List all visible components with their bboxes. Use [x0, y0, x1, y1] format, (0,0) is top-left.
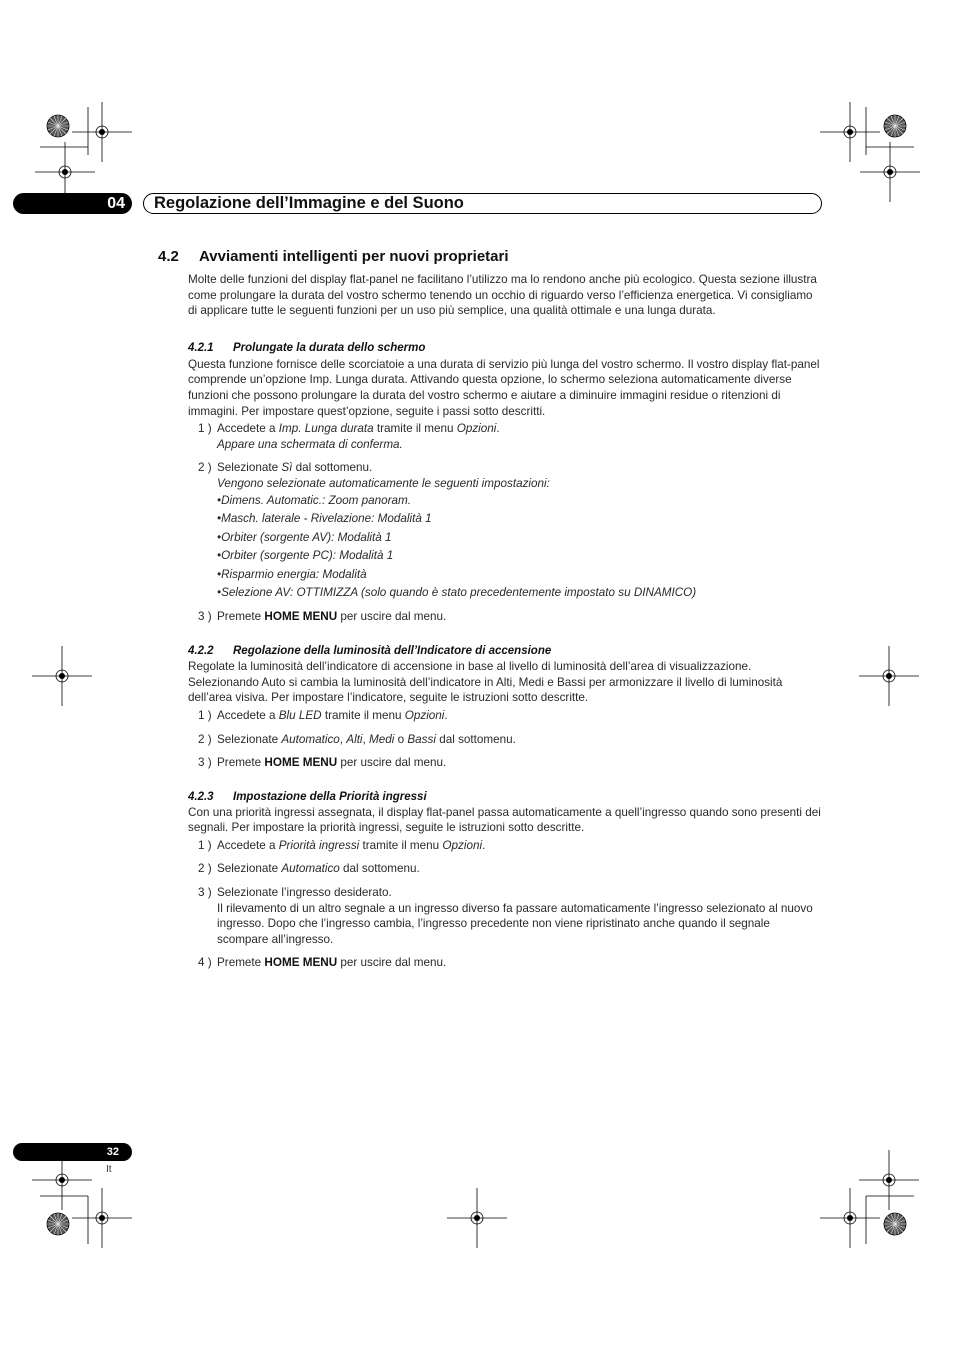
- step-number: 3 ): [198, 756, 212, 770]
- step-text: ,: [339, 732, 347, 746]
- subsection-intro: Questa funzione fornisce delle scorciatoie a una durata di servizio più lunga del vostro schermo. Il vostro display flat-panel comprende un’opzione Imp. Lunga durata. Attivando questa opzione, lo schermo seleziona automaticamente diverse funzioni che possono prolungare la durata del vostro schermo e aiutare a diminuire immagini residue o ritenzioni di immagini. Per impostare quest’opzione, seguite i passi sotto descritti.: [188, 357, 820, 418]
- step-text: Selezionate: [217, 862, 282, 876]
- step-number: 3 ): [198, 886, 212, 900]
- key-name: HOME MENU: [264, 956, 338, 970]
- step-text: dal sottomenu.: [435, 732, 516, 746]
- menu-name: Opzioni: [404, 708, 445, 722]
- step-number: 4 ): [198, 956, 212, 970]
- key-name: HOME MENU: [264, 609, 338, 623]
- section-heading: [158, 248, 509, 265]
- step-number: 1 ): [198, 838, 212, 852]
- chapter-title: Regolazione dell’Immagine e del Suono: [143, 193, 822, 214]
- subsection-number: 4.2.1: [188, 341, 214, 354]
- step-number: 1 ): [198, 708, 212, 722]
- step-item: [188, 861, 824, 877]
- step-note: Vengono selezionate automaticamente le seguenti impostazioni:: [217, 476, 550, 490]
- step-text: .: [444, 708, 448, 722]
- list-item: •Orbiter (sorgente PC): Modalità 1: [217, 549, 394, 563]
- step-text: ,: [362, 732, 370, 746]
- menu-option: Alti: [346, 732, 363, 746]
- section-title: Avviamenti intelligenti per nuovi proprietari: [199, 248, 509, 265]
- subsection-title: Impostazione della Priorità ingressi: [233, 790, 427, 803]
- step-number: 2 ): [198, 461, 212, 475]
- menu-name: Opzioni: [442, 838, 483, 852]
- step-number: 3 ): [198, 609, 212, 623]
- crop-mark-mid-left: [32, 646, 92, 706]
- crop-mark-top-right: [820, 102, 920, 202]
- step-item: [188, 460, 824, 491]
- step-text: Selezionate: [217, 461, 282, 475]
- step-number: 2 ): [198, 862, 212, 876]
- step-text: tramite il menu: [373, 422, 457, 436]
- step-item: [188, 755, 824, 771]
- step-text: per uscire dal menu.: [337, 609, 447, 623]
- menu-option: Imp. Lunga durata: [278, 422, 374, 436]
- list-item: •Orbiter (sorgente AV): Modalità 1: [217, 530, 392, 544]
- step-text: per uscire dal menu.: [337, 956, 447, 970]
- section-number: 4.2: [158, 248, 179, 265]
- list-item: •Risparmio energia: Modalità: [217, 567, 367, 581]
- step-text: tramite il menu: [359, 838, 443, 852]
- subsection-heading-input-priority: [188, 790, 824, 805]
- section-content: [188, 272, 824, 971]
- step-text: Selezionate l’ingresso desiderato.: [217, 886, 392, 900]
- crop-mark-mid-right: [859, 646, 919, 706]
- menu-option: Priorità ingressi: [278, 838, 360, 852]
- list-item: •Masch. laterale - Rivelazione: Modalità 1: [217, 512, 432, 526]
- crop-mark-top-left: [35, 102, 132, 202]
- step-number: 2 ): [198, 732, 212, 746]
- subsection-heading-screen-life: [188, 341, 824, 356]
- subsection-intro: Con una priorità ingressi assegnata, il display flat-panel passa automaticamente a quell’ingresso quando sono presenti dei segnali. Per impostare la priorità ingressi, seguite le istruzioni sotto descritte.: [188, 805, 821, 835]
- step-item: [188, 732, 824, 748]
- step-text: Premete: [217, 609, 265, 623]
- menu-option: Bassi: [407, 732, 436, 746]
- step-item: [188, 955, 824, 971]
- step-number: 1 ): [198, 422, 212, 436]
- subsection-title: Prolungate la durata dello schermo: [233, 341, 426, 354]
- subsection-heading-led: [188, 644, 824, 659]
- subsection-number: 4.2.2: [188, 645, 214, 658]
- step-note: Appare una schermata di conferma.: [217, 437, 403, 451]
- step-text: dal sottomenu.: [292, 461, 373, 475]
- crop-mark-bottom-right: [820, 1150, 919, 1248]
- step-text: Accedete a: [217, 708, 279, 722]
- step-text: .: [496, 422, 500, 436]
- step-item: [188, 885, 824, 947]
- menu-option: Automatico: [281, 862, 340, 876]
- key-name: HOME MENU: [264, 756, 338, 770]
- step-text: Premete: [217, 956, 265, 970]
- menu-option: Sì: [281, 461, 293, 475]
- step-item: [188, 421, 824, 452]
- step-text: dal sottomenu.: [339, 862, 420, 876]
- chapter-number-badge: 04: [13, 193, 132, 214]
- page-number-badge: 32: [13, 1143, 132, 1161]
- menu-option: Medi: [369, 732, 395, 746]
- step-text: .: [482, 838, 486, 852]
- list-item: •Selezione AV: OTTIMIZZA (solo quando è stato precedentemente impostato su DINAMICO): [217, 586, 697, 600]
- subsection-number: 4.2.3: [188, 790, 214, 803]
- step-text: o: [394, 732, 408, 746]
- crop-mark-bottom-left: [32, 1150, 132, 1248]
- step-note: Il rilevamento di un altro segnale a un ingresso diverso fa passare automaticamente l’ingresso selezionato al nuovo ingresso. Dopo che l’ingresso cambia, l’ingresso precedente non viene ripristinato anche quando il segnale scompare all’ingresso.: [217, 901, 813, 946]
- step-item: [188, 609, 824, 625]
- list-item: •Dimens. Automatic.: Zoom panoram.: [217, 493, 411, 507]
- step-text: tramite il menu: [321, 708, 405, 722]
- step-item: [188, 708, 824, 724]
- step-text: Selezionate: [217, 732, 282, 746]
- subsection-title: Regolazione della luminosità dell’Indicatore di accensione: [233, 645, 552, 658]
- menu-name: Opzioni: [456, 422, 497, 436]
- step-text: Premete: [217, 756, 265, 770]
- settings-list: [188, 492, 824, 603]
- language-code: It: [106, 1164, 112, 1175]
- step-item: [188, 838, 824, 854]
- step-text: Accedete a: [217, 422, 279, 436]
- menu-option: Blu LED: [278, 708, 322, 722]
- subsection-intro: Regolate la luminosità dell’indicatore di accensione in base al livello di luminosità dell’area di visualizzazione. Selezionando Auto si cambia la luminosità dell’indicatore in Alti, Medi e Bassi per armonizzare il livello di luminosità dell’area visiva. Per impostare l’indicatore, seguite le istruzioni sotto descritte.: [188, 660, 783, 705]
- step-text: Accedete a: [217, 838, 279, 852]
- section-intro: Molte delle funzioni del display flat-panel ne facilitano l’utilizzo ma lo rendono anche più ecologico. Questa sezione illustra come prolungare la durata del vostro schermo tenendo un occhio di riguardo verso l’efficienza energetica. Vi consigliamo di applicare tutte le seguenti funzioni per un uso più semplice, una qualità ottimale e una lunga durata.: [188, 273, 817, 318]
- menu-option: Automatico: [281, 732, 340, 746]
- step-text: per uscire dal menu.: [337, 756, 447, 770]
- crop-mark-bottom-center: [447, 1188, 507, 1248]
